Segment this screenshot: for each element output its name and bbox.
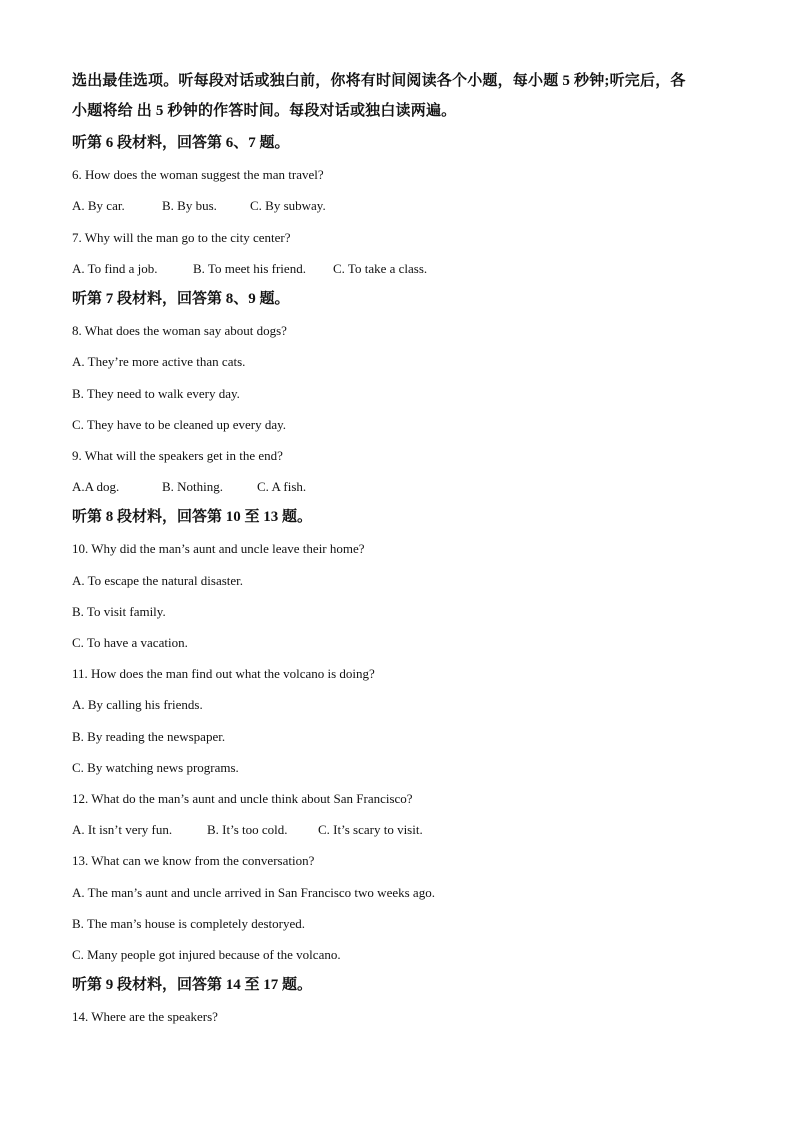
question-10-option-b: B. To visit family. [72, 603, 166, 619]
question-13-stem: 13. What can we know from the conversation? [72, 853, 315, 869]
question-11-option-c: C. By watching news programs. [72, 759, 239, 775]
question-10-option-a: A. To escape the natural disaster. [72, 572, 244, 588]
question-12-options [72, 814, 732, 845]
section-heading-8: 听第 8 段材料，回答第 10 至 13 题。 [72, 509, 313, 526]
question-6-options [72, 190, 732, 221]
question-12-option-a: A. It isn’t very fun. [72, 822, 173, 838]
question-12-option-b: B. It’s too cold. [207, 822, 288, 838]
question-11-option-a: A. By calling his friends. [72, 697, 203, 713]
question-12-stem: 12. What do the man’s aunt and uncle think about San Francisco? [72, 790, 413, 806]
question-8-option-c: C. They have to be cleaned up every day. [72, 416, 287, 432]
question-7-options [72, 253, 732, 284]
question-7-stem: 7. Why will the man go to the city center? [72, 229, 291, 245]
question-6-option-c: C. By subway. [250, 198, 326, 214]
question-14-stem: 14. Where are the speakers? [72, 1009, 218, 1025]
section-heading-9: 听第 9 段材料，回答第 14 至 17 题。 [72, 977, 313, 994]
instructions-paragraph [72, 66, 732, 126]
section-heading-6: 听第 6 段材料，回答第 6、7 题。 [72, 135, 290, 151]
question-11-stem: 11. How does the man find out what the volcano is doing? [72, 666, 375, 682]
question-9-options [72, 471, 732, 502]
question-9-stem: 9. What will the speakers get in the end? [72, 447, 283, 463]
question-11-option-b: B. By reading the newspaper. [72, 728, 226, 744]
question-6-option-b: B. By bus. [162, 198, 217, 214]
question-7-option-a: A. To find a job. [72, 260, 158, 276]
section-heading-7: 听第 7 段材料，回答第 8、9 题。 [72, 290, 290, 307]
question-9-option-c: C. A fish. [257, 479, 307, 495]
question-13-option-c: C. Many people got injured because of the volcano. [72, 946, 341, 962]
question-8-option-a: A. They’re more active than cats. [72, 354, 246, 370]
question-6-stem: 6. How does the woman suggest the man travel? [72, 167, 324, 183]
question-10-stem: 10. Why did the man’s aunt and uncle leave their home? [72, 541, 365, 557]
question-12-option-c: C. It’s scary to visit. [318, 822, 423, 838]
document-page [72, 66, 732, 1032]
instructions-line-1: 选出最佳选项。听每段对话或独白前，你将有时间阅读各个小题，每小题 5 秒钟;听完后，各 [72, 73, 686, 89]
instructions-line-2: 小题将给 出 5 秒钟的作答时间。每段对话或独白读两遍。 [72, 103, 457, 119]
question-13-option-b: B. The man’s house is completely destoryed. [72, 915, 305, 931]
question-13-option-a: A. The man’s aunt and uncle arrived in San Francisco two weeks ago. [72, 884, 435, 900]
question-6-option-a: A. By car. [72, 198, 125, 214]
question-7-option-c: C. To take a class. [333, 260, 428, 276]
question-9-option-a: A.A dog. [72, 479, 120, 495]
question-9-option-b: B. Nothing. [162, 479, 224, 495]
question-7-option-b: B. To meet his friend. [193, 260, 306, 276]
question-8-option-b: B. They need to walk every day. [72, 385, 240, 401]
question-8-stem: 8. What does the woman say about dogs? [72, 323, 287, 339]
question-10-option-c: C. To have a vacation. [72, 635, 188, 650]
